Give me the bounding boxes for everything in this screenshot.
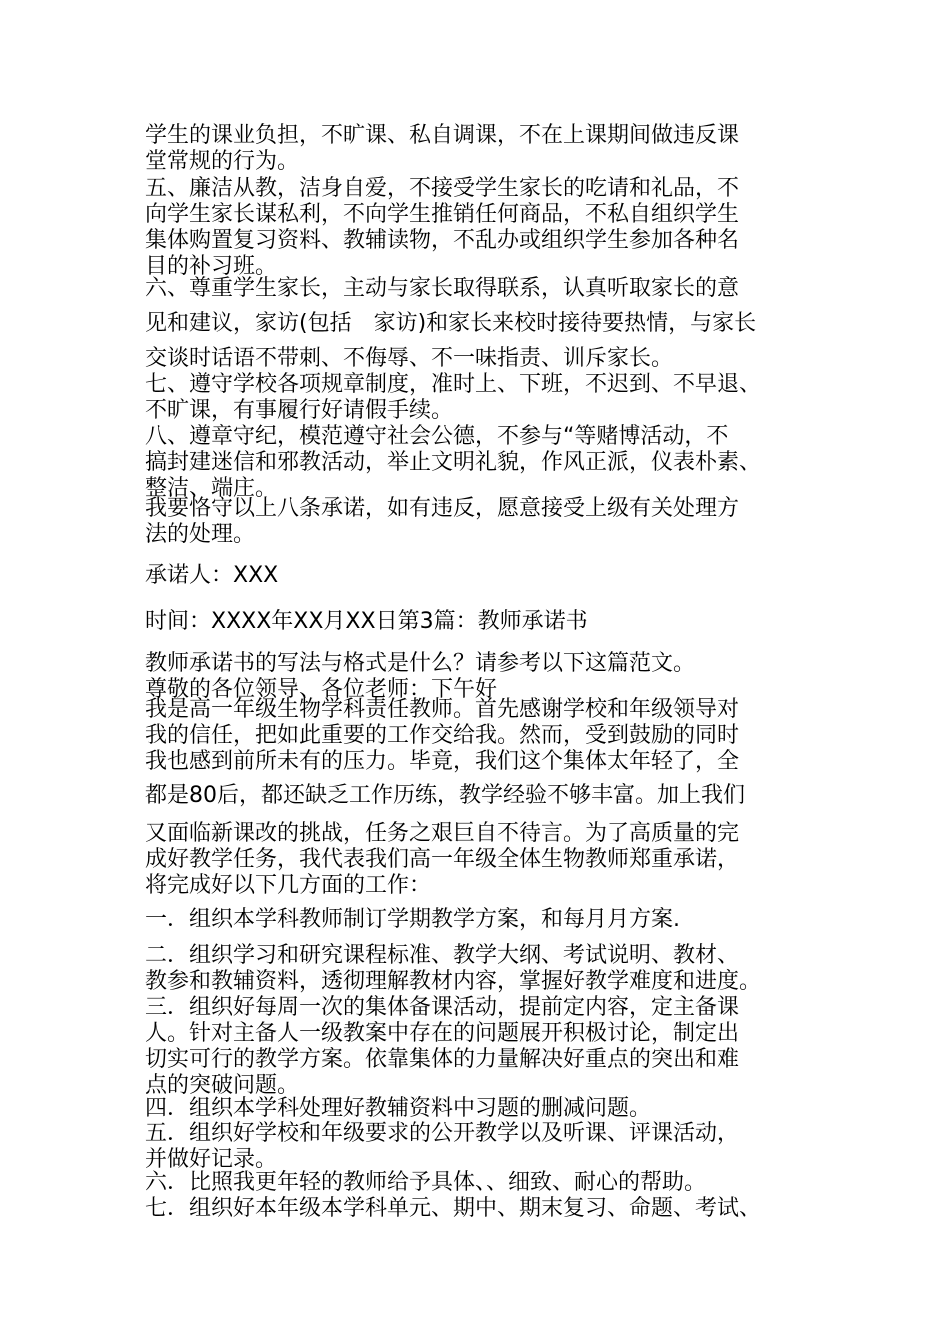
text-line: 教参和教辅资料，透彻理解教材内容，掌握好教学难度和进度。 (145, 969, 762, 994)
text-line: 我要恪守以上八条承诺，如有违反，愿意接受上级有关处理方 (145, 496, 740, 521)
text-line: 整洁、端庄。 (145, 476, 278, 501)
text-line: 切实可行的教学方案。依靠集体的力量解决好重点的突出和难 (145, 1047, 740, 1072)
text-line: 五．组织好学校和年级要求的公开教学以及听课、评课活动， (145, 1121, 740, 1146)
text-line: 将完成好以下几方面的工作： (145, 873, 432, 898)
text-line: 六、尊重学生家长，主动与家长取得联系，认真听取家长的意 (145, 276, 740, 301)
text-line: 成好教学任务，我代表我们高一年级全体生物教师郑重承诺， (145, 847, 740, 872)
text-line: 见和建议，家访(包括 家访)和家长来校时接待要热情，与家长 (145, 311, 757, 336)
text-line: 二．组织学习和研究课程标准、教学大纲、考试说明、教材、 (145, 943, 740, 968)
text-line: 堂常规的行为。 (145, 149, 300, 174)
text-line: 不旷课，有事履行好请假手续。 (145, 398, 454, 423)
text-line: 都是80后，都还缺乏工作历练，教学经验不够丰富。加上我们 (145, 783, 745, 808)
text-line: 承诺人：XXX (145, 563, 279, 588)
text-line: 尊敬的各位领导、各位老师：下午好 (145, 677, 498, 702)
text-line: 点的突破问题。 (145, 1073, 300, 1098)
text-line: 四．组织本学科处理好教辅资料中习题的删减问题。 (145, 1096, 652, 1121)
text-line: 目的补习班。 (145, 254, 278, 279)
text-line: 交谈时话语不带刺、不侮辱、不一味指责、训斥家长。 (145, 346, 674, 371)
text-line: 又面临新课改的挑战，任务之艰巨自不待言。为了高质量的完 (145, 821, 740, 846)
text-line: 五、廉洁从教，洁身自爱，不接受学生家长的吃请和礼品，不 (145, 176, 740, 201)
text-line: 教师承诺书的写法与格式是什么？请参考以下这篇范文。 (145, 651, 696, 676)
text-line: 我的信任，把如此重要的工作交给我。然而，受到鼓励的同时 (145, 723, 740, 748)
text-line: 三．组织好每周一次的集体备课活动，提前定内容，定主备课 (145, 995, 740, 1020)
text-line: 并做好记录。 (145, 1147, 278, 1172)
text-line: 八、遵章守纪，模范遵守社会公德，不参与“等赌博活动，不 (145, 424, 729, 449)
text-line: 我是高一年级生物学科责任教师。首先感谢学校和年级领导对 (145, 697, 740, 722)
text-line: 七、遵守学校各项规章制度，准时上、下班，不迟到、不早退、 (145, 372, 762, 397)
text-line: 人。针对主备人一级教案中存在的问题展开积极讨论，制定出 (145, 1021, 740, 1046)
text-line: 集体购置复习资料、教辅读物，不乱办或组织学生参加各种名 (145, 228, 740, 253)
text-line: 向学生家长谋私利，不向学生推销任何商品，不私自组织学生 (145, 202, 740, 227)
text-line: 搞封建迷信和邪教活动，举止文明礼貌，作风正派，仪表朴素、 (145, 450, 762, 475)
text-line: 学生的课业负担，不旷课、私自调课，不在上课期间做违反课 (145, 123, 740, 148)
text-line: 七．组织好本年级本学科单元、期中、期末复习、命题、考试、 (145, 1196, 762, 1221)
text-line: 时间：XXXX年XX月XX日第3篇：教师承诺书 (145, 609, 588, 634)
text-line: 我也感到前所未有的压力。毕竟，我们这个集体太年轻了，全 (145, 749, 740, 774)
text-line: 六．比照我更年轻的教师给予具体、、细致、耐心的帮助。 (145, 1170, 707, 1195)
text-line: 法的处理。 (145, 522, 256, 547)
text-line: 一．组织本学科教师制订学期教学方案，和每月月方案. (145, 907, 680, 932)
